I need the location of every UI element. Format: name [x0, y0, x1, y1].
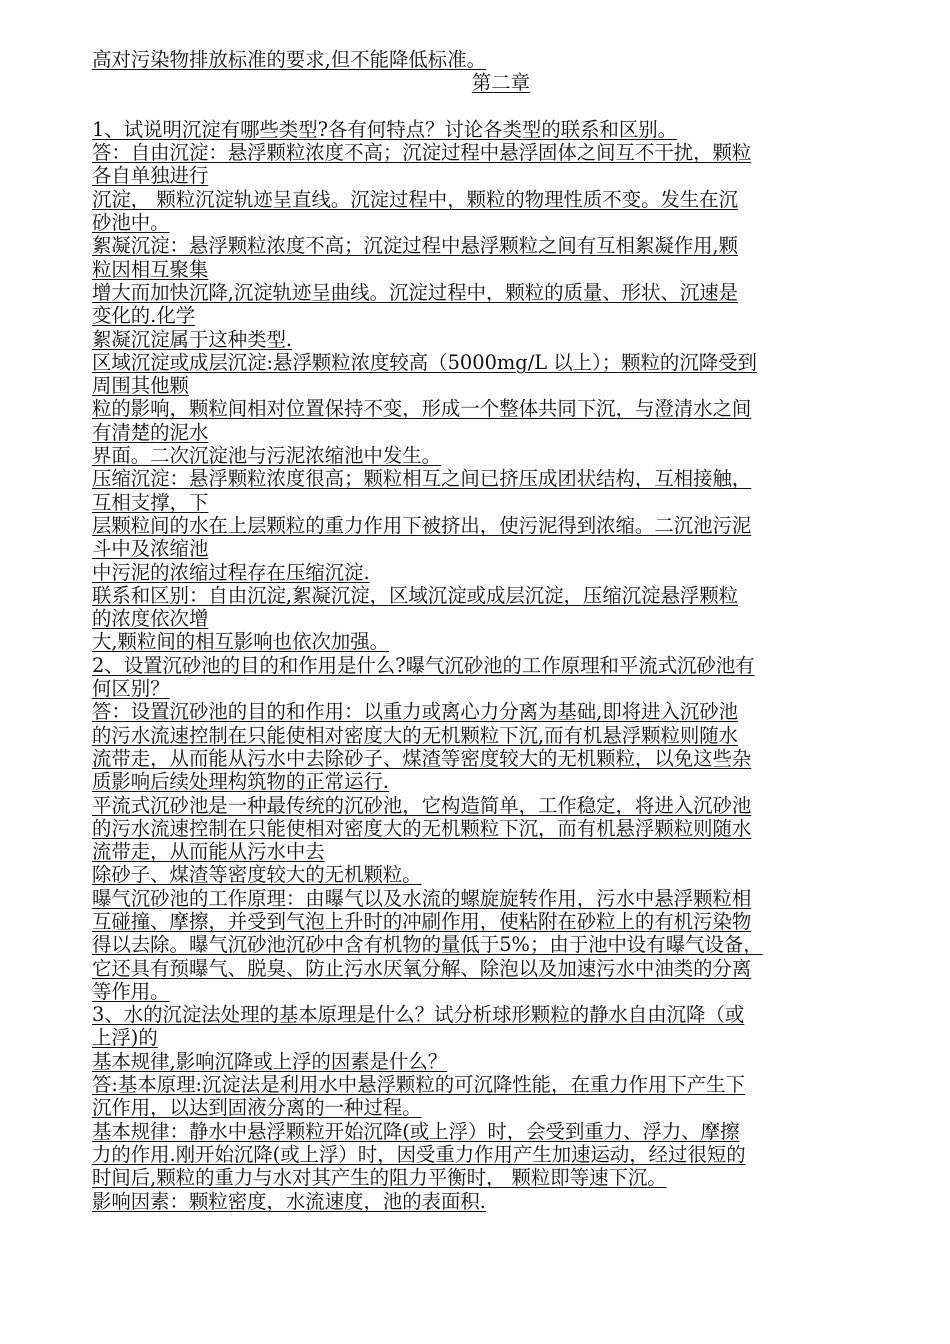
text-line — [92, 747, 910, 770]
text-line — [92, 1050, 910, 1073]
text-line — [92, 794, 910, 817]
text-line — [92, 863, 910, 886]
text-line-content: 高对污染物排放标准的要求,但不能降低标准。 — [92, 48, 486, 71]
text-line-content: 中污泥的浓缩过程存在压缩沉淀. — [92, 560, 370, 584]
text-line-content: 区域沉淀或成层沉淀:悬浮颗粒浓度较高（5000mg/L 以上）；颗粒的沉降受到 — [92, 350, 757, 374]
text-line-content: 流带走，从而能从污水中去除砂子、煤渣等密度较大的无机颗粒，以免这些杂 — [92, 746, 752, 770]
text-line-content: 它还具有预曝气、脱臭、防止污水厌氧分解、除泡以及加速污水中油类的分离 — [92, 956, 752, 980]
text-line — [92, 118, 910, 141]
text-line — [92, 1026, 910, 1049]
text-line — [92, 188, 910, 211]
text-line — [92, 374, 910, 397]
text-line-content: 除砂子、煤渣等密度较大的无机颗粒。 — [92, 863, 422, 887]
text-line-content: 沉淀， 颗粒沉淀轨迹呈直线。沉淀过程中，颗粒的物理性质不变。发生在沉 — [92, 187, 739, 211]
text-line — [92, 304, 910, 327]
document-body — [92, 48, 910, 1213]
text-line — [92, 281, 910, 304]
text-line-content: 时间后,颗粒的重力与水对其产生的阻力平衡时， 颗粒即等速下沉。 — [92, 1166, 667, 1190]
text-line — [92, 397, 910, 420]
text-line-content: 有清楚的泥水 — [92, 420, 209, 444]
text-line — [92, 514, 910, 537]
text-line — [92, 1073, 910, 1096]
text-line-content: 变化的.化学 — [92, 304, 196, 328]
text-line — [92, 1143, 910, 1166]
text-line-content: 粒的影响，颗粒间相对位置保持不变，形成一个整体共同下沉，与澄清水之间 — [92, 397, 752, 421]
text-line — [92, 351, 910, 374]
text-line — [92, 164, 910, 187]
text-line-content: 曝气沉砂池的工作原理：由曝气以及水流的螺旋旋转作用，污水中悬浮颗粒相 — [92, 886, 752, 910]
text-line — [92, 957, 910, 980]
text-line — [92, 1120, 910, 1143]
text-line-content: 何区别？ — [92, 677, 170, 701]
text-line-content: 等作用。 — [92, 979, 170, 1003]
text-line-content: 的污水流速控制在只能使相对密度大的无机颗粒下沉，而有机悬浮颗粒则随水 — [92, 816, 752, 840]
text-line-content: 各自单独进行 — [92, 164, 209, 188]
text-line — [92, 700, 910, 723]
text-line-content: 答：设置沉砂池的目的和作用：以重力或离心力分离为基础,即将进入沉砂池 — [92, 700, 739, 724]
text-line-content: 流带走，从而能从污水中去 — [92, 840, 325, 864]
text-line — [92, 840, 910, 863]
text-line — [92, 887, 910, 910]
text-line-content: 基本规律,影响沉降或上浮的因素是什么？ — [92, 1049, 448, 1073]
text-line — [92, 654, 910, 677]
text-line — [92, 933, 910, 956]
text-line-content: 1、试说明沉淀有哪些类型?各有何特点？讨论各类型的联系和区别。 — [92, 117, 678, 141]
text-line — [92, 980, 910, 1003]
text-line-content: 答：自由沉淀：悬浮颗粒浓度不高；沉淀过程中悬浮固体之间互不干扰，颗粒 — [92, 141, 752, 165]
text-line — [92, 48, 910, 71]
text-line-content: 沉作用，以达到固液分离的一种过程。 — [92, 1096, 422, 1120]
text-line — [92, 910, 910, 933]
text-line — [92, 770, 910, 793]
text-line — [92, 724, 910, 747]
text-line — [92, 1096, 910, 1119]
text-line — [92, 1003, 910, 1026]
text-line — [92, 630, 910, 653]
text-line-content: 得以去除。曝气沉砂池沉砂中含有机物的量低于5%；由于池中设有曝气设备， — [92, 933, 763, 957]
text-line — [92, 561, 910, 584]
text-line-content: 上浮)的 — [92, 1026, 158, 1050]
text-line-content: 答:基本原理:沉淀法是利用水中悬浮颗粒的可沉降性能，在重力作用下产生下 — [92, 1073, 745, 1097]
text-line — [92, 584, 910, 607]
text-line-content: 大,颗粒间的相互影响也依次加强。 — [92, 630, 390, 654]
chapter-heading — [92, 71, 910, 94]
text-line-content: 絮凝沉淀属于这种类型. — [92, 327, 293, 351]
text-line-content: 3、水的沉淀法处理的基本原理是什么？试分析球形颗粒的静水自由沉降（或 — [92, 1003, 745, 1027]
text-line-content: 平流式沉砂池是一种最传统的沉砂池，它构造简单，工作稳定，将进入沉砂池 — [92, 793, 752, 817]
text-line-content: 互相支撑，下 — [92, 490, 209, 514]
text-line-content: 第二章 — [471, 71, 531, 95]
text-line-content: 互碰撞、摩擦，并受到气泡上升时的冲刷作用，使粘附在砂粒上的有机污染物 — [92, 909, 752, 933]
text-line-content: 砂池中。 — [92, 211, 170, 235]
text-line-content: 周围其他颗 — [92, 374, 189, 398]
text-line — [92, 421, 910, 444]
text-line-content: 絮凝沉淀：悬浮颗粒浓度不高；沉淀过程中悬浮颗粒之间有互相絮凝作用,颗 — [92, 234, 739, 258]
text-line-content: 增大而加快沉降,沉淀轨迹呈曲线。沉淀过程中，颗粒的质量、形状、沉速是 — [92, 280, 739, 304]
text-line-content: 粒因相互聚集 — [92, 257, 209, 281]
text-line-content: 联系和区别：自由沉淀,絮凝沉淀，区域沉淀或成层沉淀，压缩沉淀悬浮颗粒 — [92, 583, 739, 607]
text-line — [92, 607, 910, 630]
text-line — [92, 817, 910, 840]
text-line-content: 影响因素：颗粒密度，水流速度，池的表面积. — [92, 1189, 486, 1213]
text-line — [92, 444, 910, 467]
text-line-content: 界面。二次沉淀池与污泥浓缩池中发生。 — [92, 444, 442, 468]
text-line — [92, 467, 910, 490]
text-line — [92, 677, 910, 700]
text-line — [92, 328, 910, 351]
text-line — [92, 1166, 910, 1189]
text-line — [92, 211, 910, 234]
text-line-content: 质影响后续处理构筑物的正常运行. — [92, 770, 390, 794]
text-line-content: 斗中及浓缩池 — [92, 537, 209, 561]
text-line — [92, 1190, 910, 1213]
text-line — [92, 141, 910, 164]
text-line-content: 层颗粒间的水在上层颗粒的重力作用下被挤出，使污泥得到浓缩。二沉池污泥 — [92, 513, 752, 537]
text-line-content: 压缩沉淀：悬浮颗粒浓度很高；颗粒相互之间已挤压成团状结构，互相接触， — [92, 467, 752, 491]
text-line-content: 力的作用.刚开始沉降(或上浮）时，因受重力作用产生加速运动，经过很短的 — [92, 1142, 746, 1166]
blank-line — [92, 95, 910, 118]
text-line-content: 基本规律：静水中悬浮颗粒开始沉降(或上浮）时，会受到重力、浮力、摩擦 — [92, 1119, 740, 1143]
text-line — [92, 537, 910, 560]
text-line — [92, 491, 910, 514]
text-line-content: 的污水流速控制在只能使相对密度大的无机颗粒下沉,而有机悬浮颗粒则随水 — [92, 723, 739, 747]
text-line-content: 2、设置沉砂池的目的和作用是什么?曝气沉砂池的工作原理和平流式沉砂池有 — [92, 653, 755, 677]
text-line — [92, 234, 910, 257]
text-line — [92, 258, 910, 281]
text-line-content: 的浓度依次增 — [92, 607, 209, 631]
